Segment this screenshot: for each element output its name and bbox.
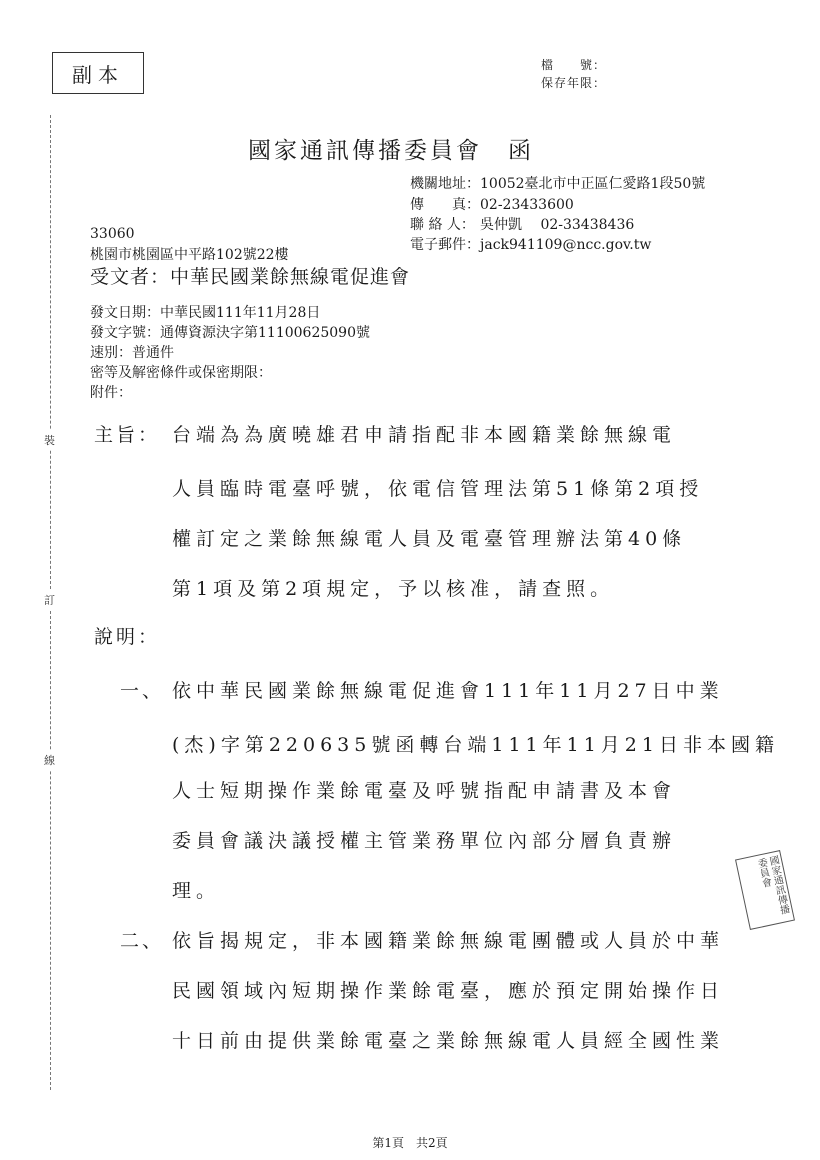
- document-number: 發文字號：通傳資源決字第11100625090號: [90, 325, 370, 341]
- contact-value: 吳仲凱 02-33438436: [480, 217, 635, 233]
- subject-line: 台端為為廣曉雄君申請指配非本國籍業餘無線電: [172, 424, 677, 446]
- copy-stamp-box: [52, 52, 144, 94]
- item-marker: 二、: [120, 930, 165, 952]
- recipient: 受文者：中華民國業餘無線電促進會: [90, 266, 411, 288]
- agency-contact: [410, 214, 634, 234]
- explanation-line: 十日前由提供業餘電臺之業餘無線電人員經全國性業: [172, 1030, 725, 1052]
- explanation-label: 說明：: [94, 626, 161, 648]
- attachments: 附件：: [90, 385, 132, 401]
- fax-label: 傳 真：: [410, 197, 480, 213]
- archive-number-label: 檔 號：: [541, 58, 607, 72]
- secrecy-level: 密等及解密條件或保密期限：: [90, 365, 272, 381]
- seal-text: 國家通訊傳播委員會: [754, 854, 790, 916]
- subject-line: 權訂定之業餘無線電人員及電臺管理辦法第40條: [172, 528, 687, 550]
- page-number: 第1頁 共2頁: [372, 1136, 448, 1150]
- issue-date: 發文日期：中華民國111年11月28日: [90, 305, 321, 321]
- explanation-line: 人士短期操作業餘電臺及呼號指配申請書及本會: [172, 780, 677, 802]
- binding-char: 裝: [44, 430, 55, 450]
- agency-email: [410, 234, 651, 254]
- agency-address: [410, 173, 705, 193]
- subject-line: 第1項及第2項規定，予以核准，請查照。: [172, 578, 615, 600]
- delivery-speed: 速別：普通件: [90, 345, 174, 361]
- subject-line: 人員臨時電臺呼號，依電信管理法第51條第2項授: [172, 478, 704, 500]
- document-title: 國家通訊傳播委員會 函: [248, 138, 534, 164]
- copy-label: 副本: [72, 62, 124, 87]
- official-seal-stamp: [735, 850, 795, 930]
- explanation-line: 依旨揭規定，非本國籍業餘無線電團體或人員於中華: [172, 930, 725, 952]
- email-value: jack941109@ncc.gov.tw: [480, 237, 652, 253]
- address-value: 10052臺北市中正區仁愛路1段50號: [480, 176, 706, 192]
- explanation-line: (杰)字第220635號函轉台端111年11月21日非本國籍: [172, 734, 779, 756]
- address-label: 機關地址：: [410, 176, 480, 192]
- item-marker: 一、: [120, 680, 165, 702]
- explanation-line: 理。: [172, 880, 221, 902]
- binding-char: 訂: [44, 590, 55, 610]
- contact-label: 聯 絡 人：: [410, 217, 475, 233]
- fax-value: 02-23433600: [480, 197, 574, 213]
- explanation-line: 依中華民國業餘無線電促進會111年11月27日中業: [172, 680, 724, 702]
- recipient-postal-code: 33060: [90, 226, 135, 242]
- explanation-line: 民國領域內短期操作業餘電臺，應於預定開始操作日: [172, 980, 725, 1002]
- binding-char: 線: [44, 750, 55, 770]
- email-label: 電子郵件：: [410, 237, 480, 253]
- retention-period-label: 保存年限：: [541, 76, 607, 90]
- subject-label: 主旨：: [94, 424, 161, 446]
- recipient-address: 桃園市桃園區中平路102號22樓: [90, 247, 289, 263]
- agency-fax: [410, 194, 574, 214]
- explanation-line: 委員會議決議授權主管業務單位內部分層負責辦: [172, 830, 677, 852]
